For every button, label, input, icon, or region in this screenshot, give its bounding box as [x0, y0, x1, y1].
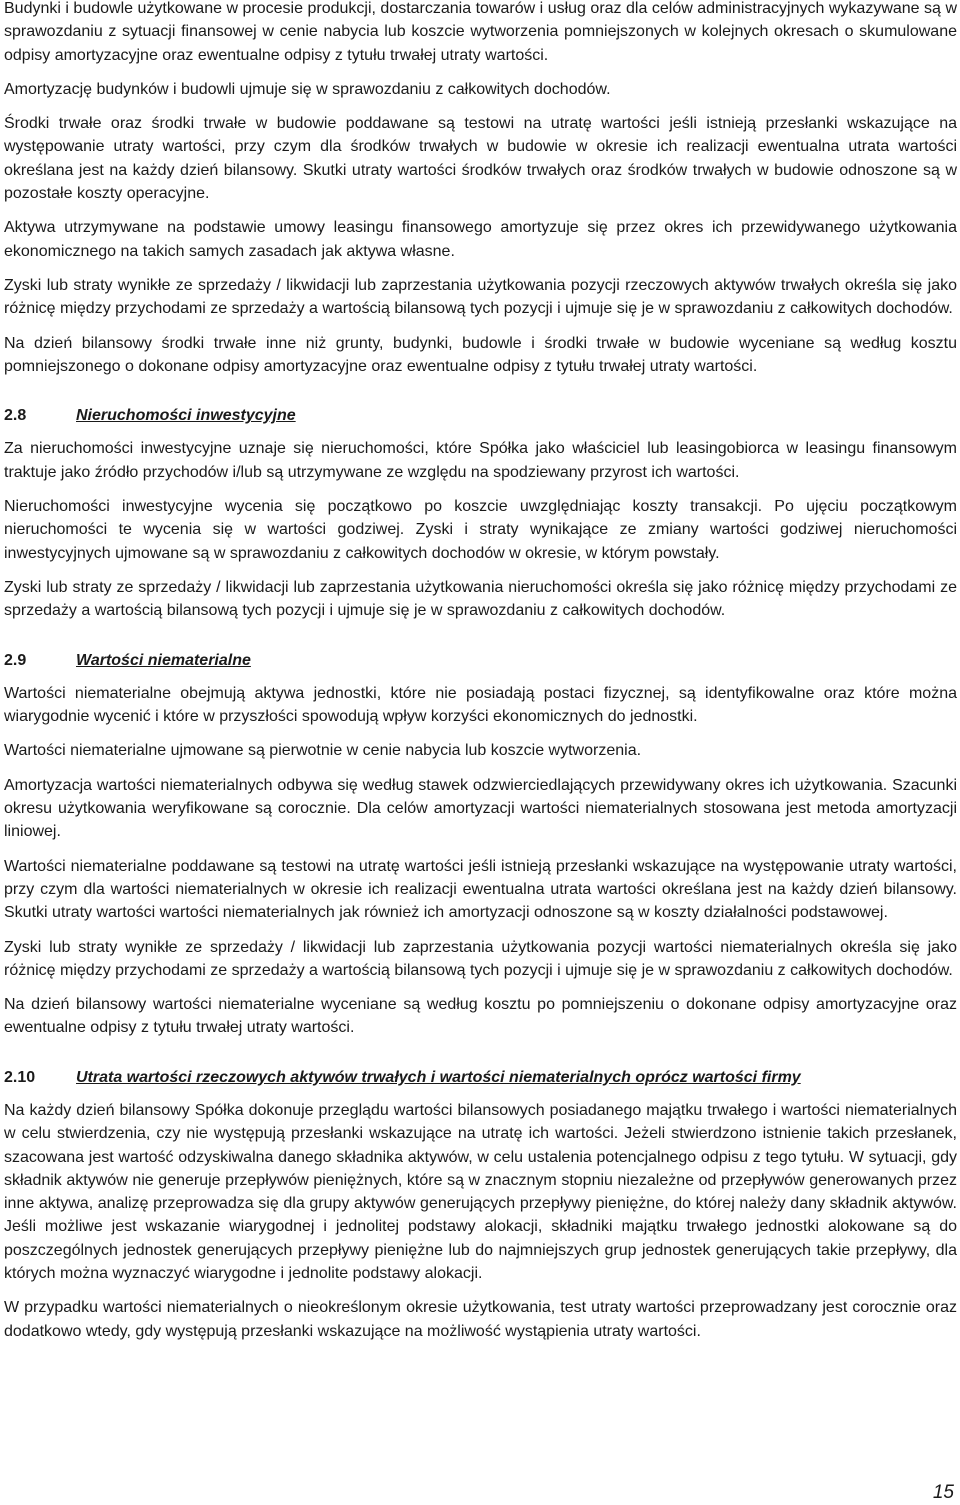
section-heading	[4, 649, 957, 672]
paragraph: Nieruchomości inwestycyjne wycenia się początkowo po koszcie uwzględniając koszty transakcji. Po ujęciu początkowym nieruchomości te wycenia się w wartości godziwej. Zyski i straty wynikające ze zmiany wartości godziwej nieruchomości inwestycyjnych ujmowane są w sprawozdaniu z całkowitych dochodów w okresie, w którym powstały.	[4, 498, 957, 562]
section-impairment	[4, 1066, 957, 1343]
paragraph: Aktywa utrzymywane na podstawie umowy leasingu finansowego amortyzuje się przez okres ich przewidywanego użytkowania ekonomicznego na takich samych zasadach jak aktywa własne.	[4, 219, 957, 260]
section-title: Utrata wartości rzeczowych aktywów trwałych i wartości niematerialnych oprócz wartości firmy	[76, 1068, 801, 1086]
paragraph: Na każdy dzień bilansowy Spółka dokonuje przeglądu wartości bilansowych posiadanego majątku trwałego i wartości niematerialnych w celu stwierdzenia, czy nie występują przesłanki wskazujące na utratę ich wartości. Jeżeli stwierdzono istnienie takich przesłanek, szacowana jest wartość odzyskiwalna danego składnika aktywów, w celu ustalenia potencjalnego odpisu z tego tytułu. W sytuacji, gdy składnik aktywów nie generuje przepływów pieniężnych, które są w znacznym stopniu niezależne od przepływów generowanych przez inne aktywa, analizę przeprowadza się dla grupy aktywów generujących przepływy pieniężne, do której należy dany składnik aktywów. Jeśli możliwe jest wskazanie wiarygodnej i jednolitej podstawy alokacji, składniki majątku trwałego jednostki alokowane są do poszczególnych jednostek generujących przepływy pieniężne lub do najmniejszych grup jednostek generujących takie przepływy, dla których można wyznaczyć wiarygodne i jednolite podstawy alokacji.	[4, 1101, 957, 1283]
paragraph: Amortyzacja wartości niematerialnych odbywa się według stawek odzwierciedlających przewidywany okres ich użytkowania. Szacunki okresu użytkowania weryfikowane są corocznie. Dla celów amortyzacji wartości niematerialnych stosowana jest metoda amortyzacji liniowej.	[4, 776, 957, 841]
paragraph: Wartości niematerialne obejmują aktywa jednostki, które nie posiadają postaci fizycznej, są identyfikowalne oraz które można wiarygodnie wycenić i które w przyszłości spowodują wpływ korzyści ekonomicznych do jednostki.	[4, 684, 957, 726]
paragraph: Zyski lub straty ze sprzedaży / likwidacji lub zaprzestania użytkowania nieruchomości określa się jako różnicę między przychodami ze sprzedaży a wartością bilansową tych pozycji i ujmuje się je w sprawozdaniu z całkowitych dochodów.	[4, 578, 957, 620]
paragraph: Wartości niematerialne ujmowane są pierwotnie w cenie nabycia lub koszcie wytworzenia.	[4, 742, 642, 760]
section-number: 2.9	[4, 651, 27, 669]
section-title: Wartości niematerialne	[76, 651, 251, 669]
section-number: 2.8	[4, 407, 27, 425]
paragraph: Za nieruchomości inwestycyjne uznaje się nieruchomości, które Spółka jako właściciel lub leasingobiorca w leasingu finansowym traktuje jako źródło przychodów i/lub są utrzymywane ze względu na spodziewany przyrost ich wartości.	[4, 440, 957, 481]
paragraph: Na dzień bilansowy środki trwałe inne niż grunty, budynki, budowle i środki trwałe w budowie wyceniane są według kosztu pomniejszonego o dokonane odpisy amortyzacyjne oraz ewentualne odpisy z tytułu trwałej utraty wartości.	[4, 334, 957, 375]
intro-section	[4, 0, 957, 378]
paragraph: Środki trwałe oraz środki trwałe w budowie poddawane są testowi na utratę wartości jeśli istnieją przesłanki wskazujące na występowanie utraty wartości, przy czym dla środków trwałych w budowie w okresie ich realizacji ewentualna utrata wartości określana jest na każdy dzień bilansowy. Skutki utraty wartości środków trwałych oraz środków trwałych w budowie odnoszone są w pozostałe koszty operacyjne.	[4, 115, 957, 203]
paragraph: Zyski lub straty wynikłe ze sprzedaży / likwidacji lub zaprzestania użytkowania pozycji rzeczowych aktywów trwałych określa się jako różnicę między przychodami ze sprzedaży a wartością bilansową tych pozycji i ujmuje się je w sprawozdaniu z całkowitych dochodów.	[4, 276, 957, 318]
section-intangible-assets	[4, 649, 957, 1040]
page-number: 15	[932, 1482, 954, 1503]
paragraph: Zyski lub straty wynikłe ze sprzedaży / likwidacji lub zaprzestania użytkowania pozycji wartości niematerialnych określa się jako różnicę między przychodami ze sprzedaży a wartością bilansową tych pozycji i ujmuje się je w sprawozdaniu z całkowitych dochodów.	[4, 938, 957, 979]
section-investment-property	[4, 404, 957, 622]
section-heading	[4, 404, 957, 427]
paragraph: W przypadku wartości niematerialnych o nieokreślonym okresie użytkowania, test utraty wartości przeprowadzany jest corocznie oraz dodatkowo wtedy, gdy występują przesłanki wskazujące na możliwość wystąpienia utraty wartości.	[4, 1299, 957, 1340]
section-number: 2.10	[4, 1068, 36, 1086]
section-heading	[4, 1066, 957, 1089]
paragraph: Amortyzację budynków i budowli ujmuje się w sprawozdaniu z całkowitych dochodów.	[4, 80, 611, 98]
paragraph: Budynki i budowle użytkowane w procesie produkcji, dostarczania towarów i usług oraz dla celów administracyjnych wykazywane są w sprawozdaniu z sytuacji finansowej w cenie nabycia lub koszcie wytworzenia pomniejszonych w kolejnych okresach o skumulowane odpisy amortyzacyjne oraz ewentualne odpisy z tytułu trwałej utraty wartości.	[4, 0, 957, 64]
paragraph: Na dzień bilansowy wartości niematerialne wyceniane są według kosztu po pomniejszeniu o dokonane odpisy amortyzacyjne oraz ewentualne odpisy z tytułu trwałej utraty wartości.	[4, 996, 957, 1037]
paragraph: Wartości niematerialne poddawane są testowi na utratę wartości jeśli istnieją przesłanki wskazujące na występowanie utraty wartości, przy czym dla wartości niematerialnych w okresie ich realizacji ewentualna utrata wartości określana jest na każdy dzień bilansowy. Skutki utraty wartości wartości niematerialnych jak również ich amortyzacji odnoszone są w koszty działalności podstawowej.	[4, 857, 957, 922]
section-title: Nieruchomości inwestycyjne	[76, 407, 296, 425]
